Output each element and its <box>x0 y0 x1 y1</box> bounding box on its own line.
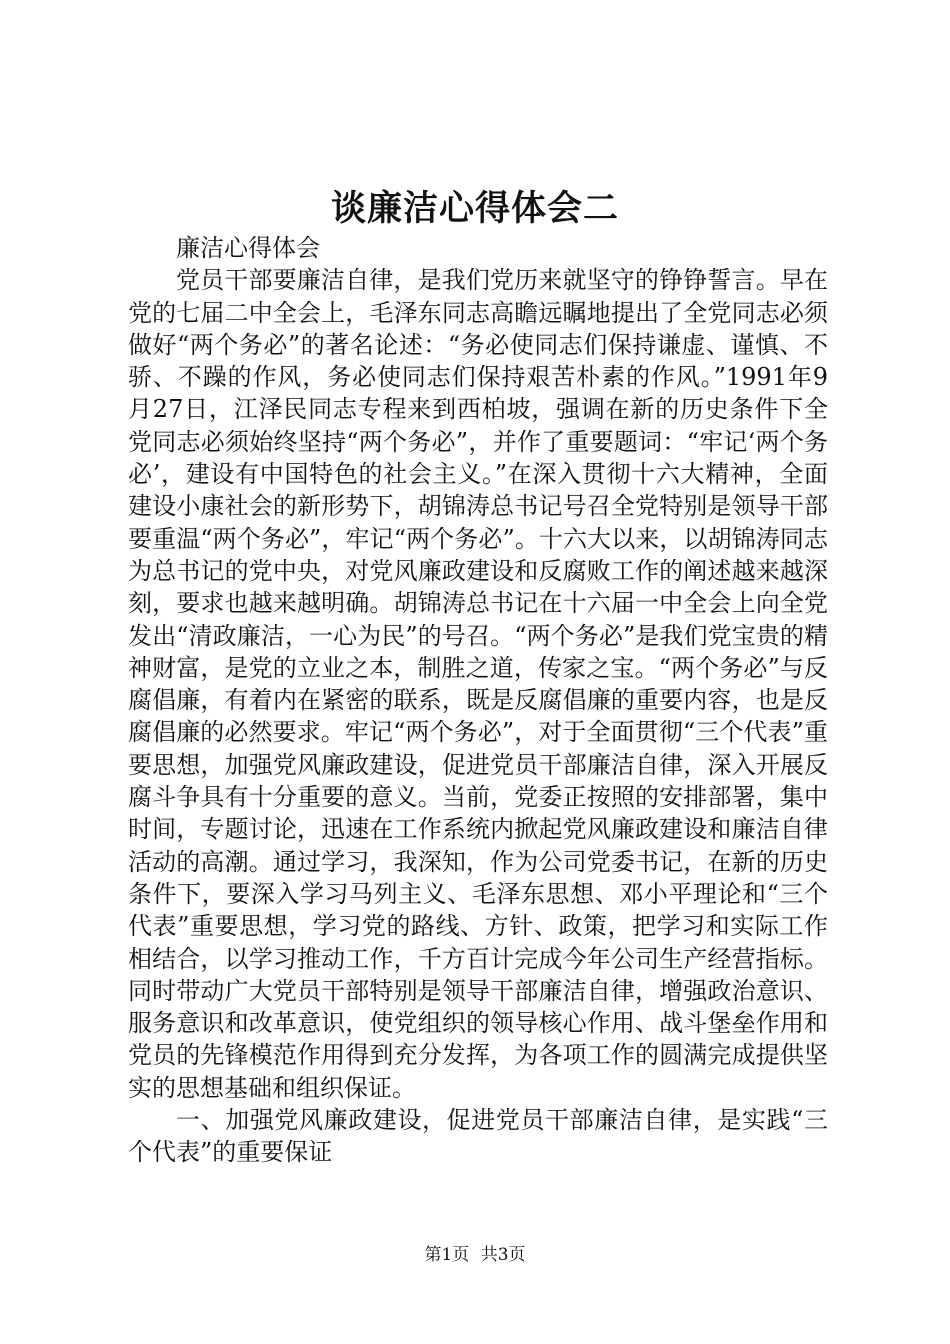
page-total: 共3页 <box>480 1245 526 1265</box>
page-number: 第1页 <box>424 1245 470 1265</box>
document-body <box>128 232 828 1169</box>
intro-heading: 廉洁心得体会 <box>176 234 320 262</box>
section-heading: 一、加强党风廉政建设，促进党员干部廉洁自律，是实践“三个代表”的重要保证 <box>128 1106 828 1167</box>
document-title: 谈廉洁心得体会二 <box>330 188 619 229</box>
body-paragraph: 党员干部要廉洁自律，是我们党历来就坚守的铮铮誓言。早在党的七届二中全会上，毛泽东同志高瞻远瞩地提出了全党同志必须做好“两个务必”的著名论述：“务必使同志们保持谦虚、谨慎、不骄、不躁的作风，务必使同志们保持艰苦朴素的作风。”1991年9月27日，江泽民同志专程来到西柏坡，强调在新的历史条件下全党同志必须始终坚持“两个务必”，并作了重要题词：“牢记‘两个务必’，建设有中国特色的社会主义。”在深入贯彻十六大精神，全面建设小康社会的新形势下，胡锦涛总书记号召全党特别是领导干部要重温“两个务必”，牢记“两个务必”。十六大以来，以胡锦涛同志为总书记的党中央，对党风廉政建设和反腐败工作的阐述越来越深刻，要求也越来越明确。胡锦涛总书记在十六届一中全会上向全党发出“清政廉洁，一心为民”的号召。“两个务必”是我们党宝贵的精神财富，是党的立业之本，制胜之道，传家之宝。“两个务必”与反腐倡廉，有着内在紧密的联系，既是反腐倡廉的重要内容，也是反腐倡廉的必然要求。牢记“两个务必”，对于全面贯彻“三个代表”重要思想，加强党风廉政建设，促进党员干部廉洁自律，深入开展反腐斗争具有十分重要的意义。当前，党委正按照的安排部署，集中时间，专题讨论，迅速在工作系统内掀起党风廉政建设和廉洁自律活动的高潮。通过学习，我深知，作为公司党委书记，在新的历史条件下，要深入学习马列主义、毛泽东思想、邓小平理论和“三个代表”重要思想，学习党的路线、方针、政策，把学习和实际工作相结合，以学习推动工作，千方百计完成今年公司生产经营指标。同时带动广大党员干部特别是领导干部廉洁自律，增强政治意识、服务意识和改革意识，使党组织的领导核心作用、战斗堡垒作用和党员的先锋模范作用得到充分发挥，为各项工作的圆满完成提供坚实的思想基础和组织保证。 <box>128 266 828 1102</box>
page-footer <box>0 1243 950 1267</box>
